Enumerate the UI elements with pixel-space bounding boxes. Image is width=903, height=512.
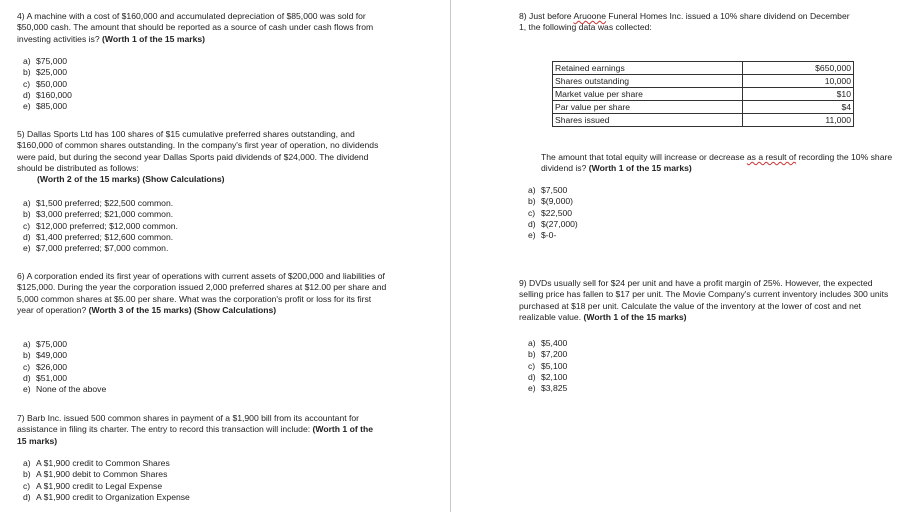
question-4 [17,11,387,45]
question-9-options [528,338,567,394]
option-a[interactable]: a) $1,500 preferred; $22,500 common. [23,198,174,208]
option-a[interactable]: a) $75,000 [23,56,68,66]
option-c[interactable]: c) $12,000 preferred; $12,000 common. [23,220,178,231]
table-row: Retained earnings $650,000 [553,62,854,75]
table-row: Shares outstanding 10,000 [553,75,854,88]
question-marks: (Worth 1 of the 15 marks) [17,424,373,446]
option-b[interactable]: b) $3,000 preferred; $21,000 common. [23,209,174,220]
option-e[interactable]: e) $3,825 [528,383,568,394]
option-a[interactable]: a) A $1,900 credit to Common Shares [23,458,170,468]
question-stem-pre: Just before [529,11,572,21]
question-8-options [528,185,578,241]
company-name: Aruoone [573,11,606,21]
table-row: Par value per share $4 [553,101,854,114]
option-b[interactable]: b) $(9,000) [528,196,574,207]
option-d[interactable]: d) A $1,900 credit to Organization Expense [23,491,190,502]
question-number: 8) [519,11,527,21]
question-8-followup [541,152,893,175]
question-stem-post: Funeral Homes Inc. issued a 10% share dividend on December 1, the following data was collected: [519,11,850,33]
option-b[interactable]: b) $49,000 [23,350,68,361]
option-e[interactable]: e) None of the above [23,384,107,395]
option-d[interactable]: d) $160,000 [23,89,72,100]
question-stem: Dallas Sports Ltd has 100 shares of $15 cumulative preferred shares outstanding, and $160,000 of common shares outstanding. In the company's first year of operation, no dividends were paid, but during the second year Dallas Sports paid dividends of $24,000. The dividend should be distributed as follows: [17,129,379,173]
option-e[interactable]: e) $7,000 preferred; $7,000 common. [23,243,169,254]
option-c[interactable]: c) A $1,900 credit to Legal Expense [23,480,163,491]
option-d[interactable]: d) $1,400 preferred; $12,600 common. [23,231,174,242]
option-e[interactable]: e) $85,000 [23,101,68,112]
option-c[interactable]: c) $22,500 [528,207,573,218]
option-b[interactable]: b) A $1,900 debit to Common Shares [23,469,168,480]
question-7 [17,413,379,447]
option-d[interactable]: d) $(27,000) [528,218,578,229]
option-d[interactable]: d) $51,000 [23,372,68,383]
question-6 [17,271,389,316]
question-marks: (Worth 1 of the 15 marks) [102,33,206,44]
question-number: 5) [17,129,25,139]
question-8 [519,11,859,34]
question-number: 4) [17,11,25,21]
option-c[interactable]: c) $50,000 [23,78,68,89]
question-marks: (Worth 1 of the 15 marks) [583,311,687,322]
option-a[interactable]: a) $5,400 [528,338,568,348]
question-4-options [23,56,72,112]
question-stem: A machine with a cost of $160,000 and accumulated depreciation of $85,000 was sold for $50,000 cash. The amount that should be reported as a source of cash under cash flows from investing activities is? [17,11,374,44]
question-stem: A corporation ended its first year of operations with current assets of $200,000 and liabilities of $125,000. During the year the corporation issued 2,000 preferred shares at $12.00 per share and 5,000 common shares at $5.00 per share. What was the corporation's profit or loss for its first year of operation? [17,271,387,315]
question-9 [519,278,889,323]
followup-pre: The amount that total equity will increase or decrease [541,152,745,162]
option-b[interactable]: b) $25,000 [23,67,68,78]
option-e[interactable]: e) $-0- [528,230,557,241]
question-stem: DVDs usually sell for $24 per unit and have a profit margin of 25%. However, the expected selling price has fallen to $17 per unit. The Movie Company's current inventory includes 300 units purchased at $18 per unit. Calculate the value of the inventory at the lower of cost and net realizable value. [519,278,889,322]
table-row: Market value per share $10 [553,88,854,101]
option-a[interactable]: a) $7,500 [528,185,568,195]
question-marks: (Worth 1 of the 15 marks) [588,163,692,174]
question-5-options [23,198,178,254]
question-marks: (Worth 2 of the 15 marks) (Show Calculations) [37,174,225,185]
share-data-table [552,61,854,127]
question-number: 9) [519,278,527,288]
option-c[interactable]: c) $5,100 [528,360,568,371]
question-stem: Barb Inc. issued 500 common shares in payment of a $1,900 bill from its accountant for assistance in filing its charter. The entry to record this transaction will include: [17,413,360,435]
option-b[interactable]: b) $7,200 [528,349,568,360]
column-divider [450,0,451,512]
followup-post: recording the 10% share dividend is? [541,152,893,174]
followup-underlined: as a result of [746,152,797,162]
table-row: Shares issued 11,000 [553,114,854,127]
question-6-options [23,339,106,395]
option-d[interactable]: d) $2,100 [528,371,568,382]
question-number: 7) [17,413,25,423]
question-marks: (Worth 3 of the 15 marks) (Show Calculations) [88,304,277,315]
option-a[interactable]: a) $75,000 [23,339,68,349]
question-number: 6) [17,271,25,281]
question-7-options [23,458,190,503]
question-5 [17,129,387,185]
option-c[interactable]: c) $26,000 [23,361,68,372]
